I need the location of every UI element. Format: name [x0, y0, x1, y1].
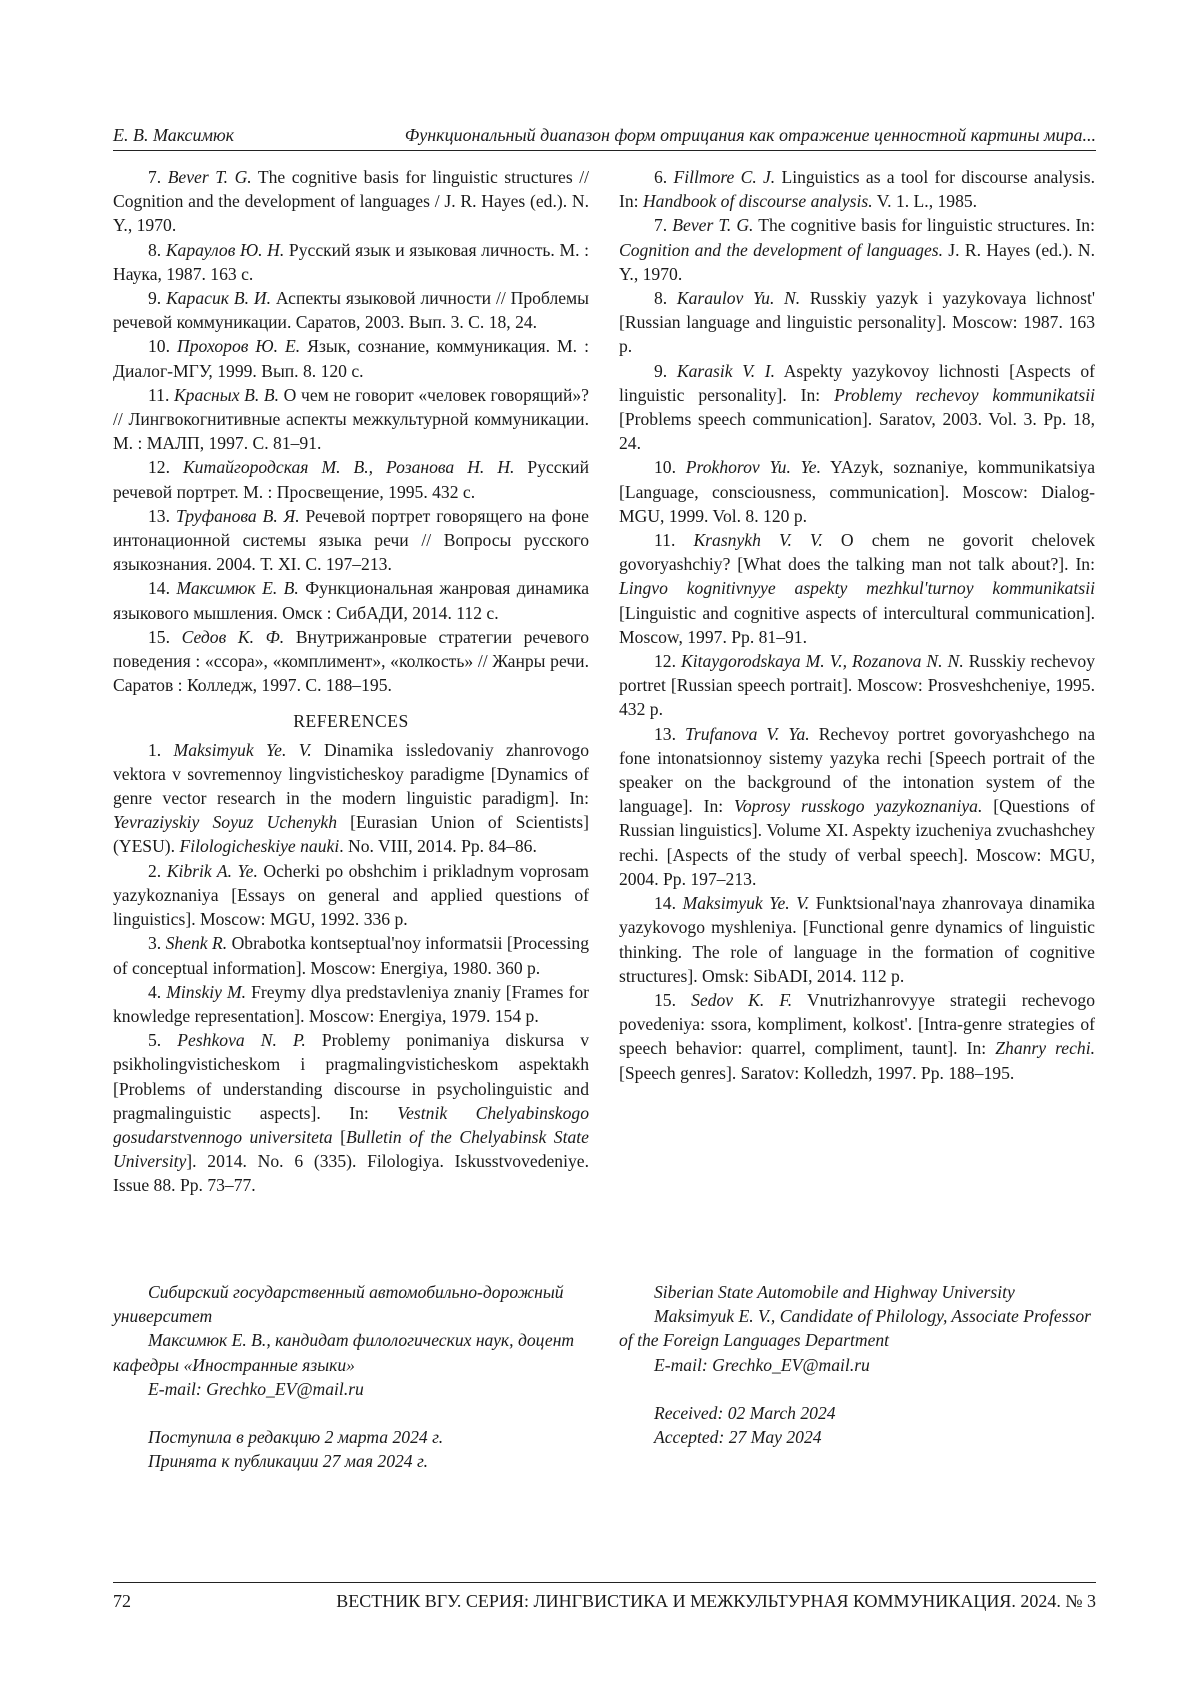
reference-item-en-14: 14. Maksimyuk Ye. V. Funktsional'naya zhanrovaya dinamika yazykovogo myshleniya. [Functional genre dynamics of linguistic thinking. The role of language in the formation of cognitive structures]. Omsk: SibADI, 2014. 112 p.	[619, 893, 1095, 986]
received-date-en: Received: 02 March 2024	[654, 1402, 836, 1423]
footer-divider	[113, 1582, 1096, 1583]
header-article-title: Функциональный диапазон форм отрицания как отражение ценностной картины мира...	[404, 125, 1096, 145]
reference-item-ru-15: 15. Седов К. Ф. Внутрижанровые стратегии речевого поведения : «ссора», «комплимент», «колкость» // Жанры речи. Саратов : Колледж, 1997. С. 188–195.	[113, 626, 589, 696]
left-column	[113, 165, 589, 1198]
right-column	[619, 165, 1095, 1085]
email-ru: E-mail: Grechko_EV@mail.ru	[148, 1378, 364, 1399]
reference-item-ru-10: 10. Прохоров Ю. Е. Язык, сознание, коммуникация. М. : Диалог-МГУ, 1999. Вып. 8. 120 с.	[113, 336, 589, 381]
header-divider	[113, 150, 1096, 151]
reference-item-en-12: 12. Kitaygorodskaya M. V., Rozanova N. N. Russkiy rechevoy portret [Russian speech portrait]. Moscow: Prosveshcheniye, 1995. 432 p.	[619, 651, 1095, 720]
reference-item-en-4: 4. Minskiy M. Freymy dlya predstavleniya znaniy [Frames for knowledge representation]. Moscow: Energiya, 1979. 154 p.	[113, 981, 589, 1026]
reference-item-ru-13: 13. Труфанова В. Я. Речевой портрет говорящего на фоне интонационной системы языка речи // Вопросы русского языкознания. 2004. Т. XI. С. 197–213.	[113, 505, 589, 575]
reference-item-en-6: 6. Fillmore C. J. Linguistics as a tool for discourse analysis. In: Handbook of discourse analysis. V. 1. L., 1985.	[619, 167, 1095, 212]
reference-item-ru-11: 11. Красных В. В. О чем не говорит «человек говорящий»? // Лингвокогнитивные аспекты межкультурной коммуникации. М. : МАЛП, 1997. С. 81–91.	[113, 384, 589, 454]
reference-item-en-10: 10. Prokhorov Yu. Ye. YAzyk, soznaniye, kommunikatsiya [Language, consciousness, communication]. Moscow: Dialog-MGU, 1999. Vol. 8. 120 p.	[619, 457, 1096, 526]
reference-item-en-13: 13. Trufanova V. Ya. Rechevoy portret govoryashchego na fone intonatsionnoy sistemy yazyka rechi [Speech portrait of the speaker on the background of the intonation system of the language]. In: Voprosy russkogo yazykoznaniya. [Questions of Russian linguistics]. Volume XI. Aspekty izucheniya zvuchashchey rechi. [Aspects of the study of verbal speech]. Moscow: MGU, 2004. Pp. 197–213.	[619, 723, 1096, 889]
email-en: E-mail: Grechko_EV@mail.ru	[654, 1354, 870, 1375]
reference-item-ru-9: 9. Карасик В. И. Аспекты языковой личности // Проблемы речевой коммуникации. Саратов, 2003. Вып. 3. С. 18, 24.	[113, 288, 589, 333]
university-name-en: Siberian State Automobile and Highway University	[654, 1282, 1015, 1302]
header-author: Е. В. Максимюк	[113, 125, 235, 145]
reference-item-en-9: 9. Karasik V. I. Aspekty yazykovoy lichnosti [Aspects of linguistic personality]. In: Problemy rechevoy kommunikatsii [Problems speech communication]. Saratov, 2003. Vol. 3. Pp. 18, 24.	[619, 360, 1095, 454]
reference-item-en-3: 3. Shenk R. Obrabotka kontseptual'noy informatsii [Processing of conceptual information]. Moscow: Energiya, 1980. 360 p.	[113, 933, 590, 978]
accepted-date-en: Accepted: 27 May 2024	[654, 1427, 822, 1448]
reference-item-en-2: 2. Kibrik A. Ye. Ocherki po obshchim i prikladnym voprosam yazykoznaniya [Essays on general and applied questions of linguistics]. Moscow: MGU, 1992. 336 p.	[113, 860, 589, 930]
university-name-ru: Сибирский государственный автомобильно-дорожный университет	[113, 1282, 564, 1327]
reference-item-en-8: 8. Karaulov Yu. N. Russkiy yazyk i yazykovaya lichnost' [Russian language and linguistic personality]. Moscow: 1987. 163 p.	[619, 288, 1096, 357]
reference-item-en-15: 15. Sedov K. F. Vnutrizhanrovyye strategii rechevogo povedeniya: ssora, kompliment, kolkost'. [Intra-genre strategies of speech behavior: quarrel, compliment, taunt]. In: Zhanry rechi. [Speech genres]. Saratov: Kolledzh, 1997. Pp. 188–195.	[619, 989, 1096, 1083]
author-credentials-ru: Максимюк Е. В., кандидат филологических наук, доцент кафедры «Иностранные языки»	[113, 1330, 575, 1375]
affiliation-english	[619, 1280, 1095, 1449]
journal-title: ВЕСТНИК ВГУ. СЕРИЯ: ЛИНГВИСТИКА И МЕЖКУЛЬТУРНАЯ КОММУНИКАЦИЯ. 2024. № 3	[336, 1591, 1096, 1611]
affiliation-russian	[113, 1280, 589, 1473]
page-number: 72	[113, 1591, 131, 1611]
references-heading: REFERENCES	[293, 711, 409, 732]
reference-item-en-7: 7. Bever T. G. The cognitive basis for linguistic structures. In: Cognition and the development of languages. J. R. Hayes (ed.). N. Y., 1970.	[619, 215, 1096, 284]
accepted-date-ru: Принята к публикации 27 мая 2024 г.	[148, 1451, 429, 1472]
reference-item-ru-14: 14. Максимюк Е. В. Функциональная жанровая динамика языкового мышления. Омск : СибАДИ, 2014. 112 с.	[113, 578, 589, 623]
reference-item-en-1: 1. Maksimyuk Ye. V. Dinamika issledovaniy zhanrovogo vektora v sovremennoy lingvisticheskoy paradigme [Dynamics of genre vector research in the modern linguistic paradigm]. In: Yevraziyskiy Soyuz Uchenykh [Eurasian Union of Scientists] (YESU). Filologicheskiye nauki. No. VIII, 2014. Pp. 84–86.	[113, 739, 590, 857]
reference-item-ru-8: 8. Караулов Ю. Н. Русский язык и языковая личность. М. : Наука, 1987. 163 с.	[113, 239, 590, 284]
reference-item-ru-12: 12. Китайгородская М. В., Розанова Н. Н. Русский речевой портрет. М. : Просвещение, 1995. 432 с.	[113, 457, 589, 502]
reference-item-en-11: 11. Krasnykh V. V. O chem ne govorit chelovek govoryashchiy? [What does the talking man not talk about?]. In: Lingvo kognitivnyye aspekty mezhkul'turnoy kommunikatsii [Linguistic and cognitive aspects of intercultural communication]. Moscow, 1997. Pp. 81–91.	[619, 530, 1095, 647]
reference-item-ru-7: 7. Bever T. G. The cognitive basis for linguistic structures // Cognition and the development of languages / J. R. Hayes (ed.). N. Y., 1970.	[113, 167, 589, 236]
received-date-ru: Поступила в редакцию 2 марта 2024 г.	[148, 1427, 444, 1448]
reference-item-en-5: 5. Peshkova N. P. Problemy ponimaniya diskursa v psikholingvisticheskom i pragmalingvisticheskom aspektakh [Problems of understanding discourse in psycholinguistic and pragmalinguistic aspects]. In: Vestnik Chelyabinskogo gosudarstvennogo universiteta [Bulletin of the Chelyabinsk State University]. 2014. No. 6 (335). Filologiya. Iskusstvovedeniye. Issue 88. Pp. 73–77.	[113, 1030, 590, 1196]
author-credentials-en: Maksimyuk E. V., Candidate of Philology, Associate Professor of the Foreign Languages Department	[619, 1306, 1092, 1351]
